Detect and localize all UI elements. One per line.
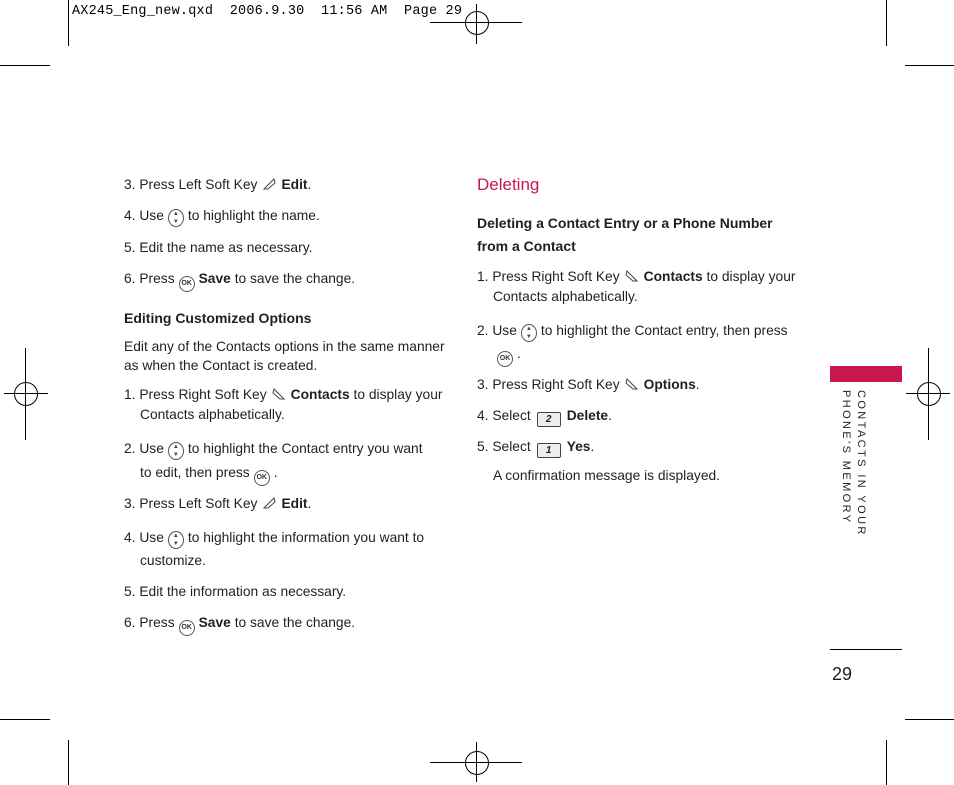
deleting-heading-line-2: from a Contact: [477, 238, 576, 254]
crop-mark-bl-v: [68, 740, 69, 785]
delete-step-4: 4. Select 2 Delete.: [477, 408, 612, 425]
custom-step-4-line-2: customize.: [140, 553, 206, 568]
step-6: 6. Press OK Save to save the change.: [124, 269, 355, 292]
left-soft-key-icon: [261, 496, 277, 510]
crop-mark-tr-v: [886, 0, 887, 46]
intro-line-1: Edit any of the Contacts options in the same manner: [124, 339, 445, 354]
custom-step-2: 2. Use ▲ ▼ to highlight the Contact entry you want: [124, 441, 423, 458]
delete-step-2-line-2: OK .: [493, 344, 521, 367]
print-slug: AX245_Eng_new.qxd 2006.9.30 11:56 AM Page 29: [72, 4, 463, 19]
delete-step-3: 3. Press Right Soft Key Options.: [477, 377, 700, 392]
custom-step-4: 4. Use ▲ ▼ to highlight the information you want to: [124, 530, 425, 547]
crop-mark-bl-h: [0, 719, 50, 720]
step-3: 3. Press Left Soft Key Edit.: [124, 177, 312, 192]
ok-key-icon: OK: [179, 276, 195, 292]
right-soft-key-icon: [624, 269, 640, 283]
crop-mark-br-h: [905, 719, 954, 720]
right-column: [477, 0, 807, 785]
ok-key-icon: OK: [254, 470, 270, 486]
right-soft-key-icon: [624, 377, 640, 391]
deleting-title: Deleting: [477, 175, 540, 194]
delete-step-2: 2. Use ▲ ▼ to highlight the Contact entry, then press: [477, 323, 788, 340]
custom-step-5: 5. Edit the information as necessary.: [124, 584, 347, 599]
nav-key-icon: ▲ ▼: [521, 324, 537, 342]
left-soft-key-icon: [261, 177, 277, 191]
custom-step-3: 3. Press Left Soft Key Edit.: [124, 496, 312, 511]
delete-step-1: 1. Press Right Soft Key Contacts to display your: [477, 269, 796, 284]
ok-key-icon: OK: [179, 620, 195, 636]
intro-line-2: as when the Contact is created.: [124, 358, 318, 373]
key-1-icon: 1: [537, 443, 561, 458]
side-tab-bar: [830, 366, 902, 382]
nav-key-icon: ▲ ▼: [168, 442, 184, 460]
step-4: 4. Use ▲ ▼ to highlight the name.: [124, 208, 320, 225]
custom-step-1: 1. Press Right Soft Key Contacts to display your: [124, 387, 443, 402]
crop-mark-tr-h: [905, 65, 954, 66]
key-2-icon: 2: [537, 412, 561, 427]
confirmation-note: A confirmation message is displayed.: [493, 468, 720, 483]
custom-step-1-line-2: Contacts alphabetically.: [140, 407, 285, 422]
delete-step-5: 5. Select 1 Yes.: [477, 439, 595, 456]
page-number: 29: [832, 664, 853, 684]
nav-key-icon: ▲ ▼: [168, 531, 184, 549]
custom-step-6: 6. Press OK Save to save the change.: [124, 613, 355, 636]
reg-mark-right-circle: [917, 382, 941, 406]
delete-step-1-line-2: Contacts alphabetically.: [493, 289, 638, 304]
left-column: [124, 0, 454, 785]
crop-mark-tl-v: [68, 0, 69, 46]
custom-step-2-line-2: to edit, then press OK .: [140, 463, 278, 486]
editing-options-heading: Editing Customized Options: [124, 310, 312, 326]
deleting-heading-line-1: Deleting a Contact Entry or a Phone Number: [477, 215, 773, 231]
step-5: 5. Edit the name as necessary.: [124, 240, 313, 255]
crop-mark-br-v: [886, 740, 887, 785]
right-soft-key-icon: [271, 387, 287, 401]
reg-mark-left-circle: [14, 382, 38, 406]
ok-key-icon: OK: [497, 351, 513, 367]
page-number-rule: [830, 649, 902, 650]
crop-mark-tl-h: [0, 65, 50, 66]
side-tab-label: CONTACTS IN YOUR PHONE'S MEMORY: [840, 390, 867, 537]
nav-key-icon: ▲ ▼: [168, 209, 184, 227]
